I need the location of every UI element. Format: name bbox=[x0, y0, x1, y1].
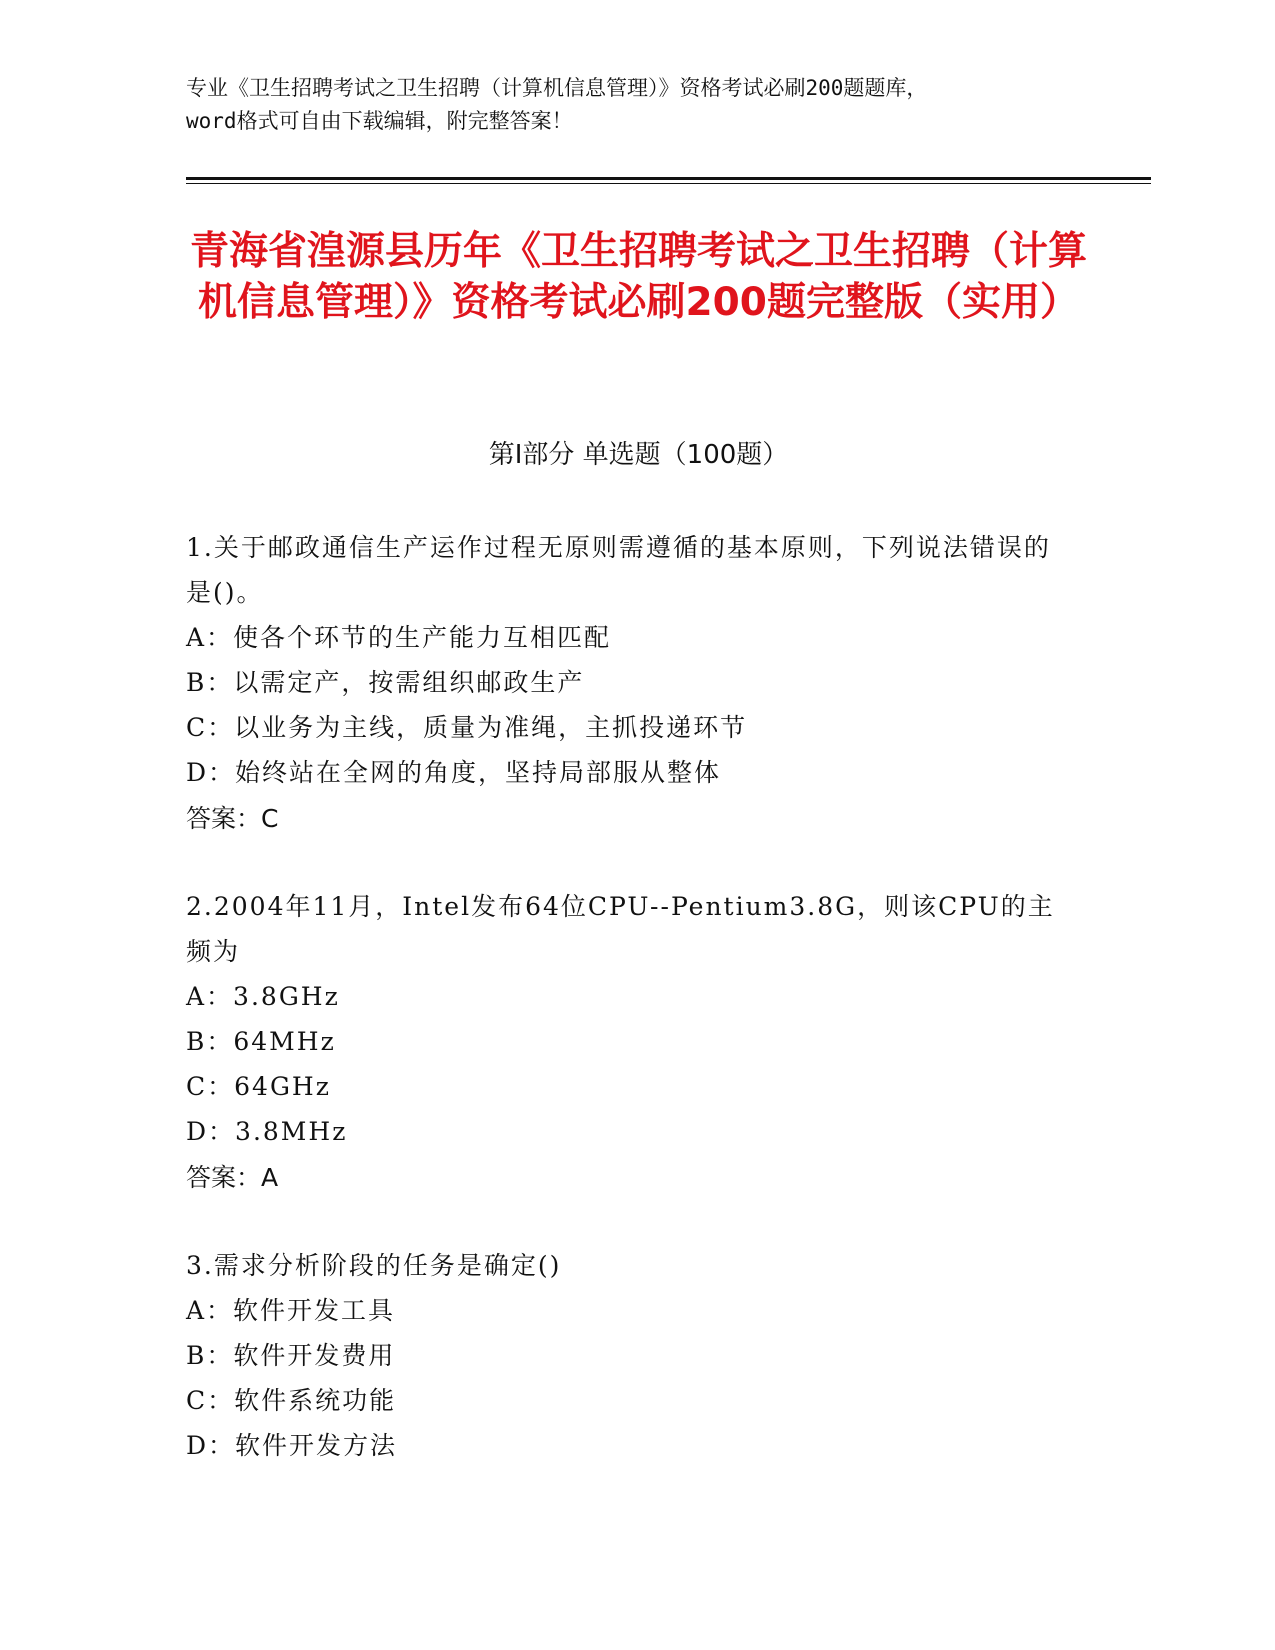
question-text: 1.关于邮政通信生产运作过程无原则需遵循的基本原则，下列说法错误的是()。 bbox=[186, 533, 1051, 607]
option-b: B：软件开发费用 bbox=[186, 1341, 396, 1370]
document-title: 青海省湟源县历年《卫生招聘考试之卫生招聘（计算机信息管理）》资格考试必刷200题完整版（实用） bbox=[189, 229, 1087, 325]
header-rule-thin bbox=[186, 183, 1151, 184]
option-d: D：3.8MHz bbox=[186, 1117, 348, 1146]
option-b: B：以需定产，按需组织邮政生产 bbox=[186, 668, 585, 697]
question-2 bbox=[186, 884, 1066, 1201]
option-c: C：以业务为主线，质量为准绳，主抓投递环节 bbox=[186, 713, 748, 742]
question-list bbox=[186, 525, 1066, 1510]
header-note bbox=[186, 72, 1086, 138]
header-note-line-2: word格式可自由下载编辑，附完整答案！ bbox=[186, 109, 573, 133]
answer: 答案：C bbox=[186, 804, 279, 833]
option-a: A：软件开发工具 bbox=[186, 1296, 396, 1325]
question-text: 3.需求分析阶段的任务是确定() bbox=[186, 1251, 562, 1280]
option-a: A：3.8GHz bbox=[186, 982, 340, 1011]
option-c: C：软件系统功能 bbox=[186, 1386, 397, 1415]
option-a: A：使各个环节的生产能力互相匹配 bbox=[186, 623, 612, 652]
option-d: D：始终站在全网的角度，坚持局部服从整体 bbox=[186, 758, 722, 787]
section-heading: 第Ⅰ部分 单选题（100题） bbox=[488, 440, 789, 470]
option-d: D：软件开发方法 bbox=[186, 1431, 398, 1460]
question-1 bbox=[186, 525, 1066, 842]
option-b: B：64MHz bbox=[186, 1027, 336, 1056]
question-text: 2.2004年11月，Intel发布64位CPU--Pentium3.8G，则该CPU的主频为 bbox=[186, 892, 1055, 966]
answer: 答案：A bbox=[186, 1163, 279, 1192]
header-rule-thick bbox=[186, 177, 1151, 180]
question-3 bbox=[186, 1243, 1066, 1468]
option-c: C：64GHz bbox=[186, 1072, 331, 1101]
header-note-line-1: 专业《卫生招聘考试之卫生招聘（计算机信息管理）》资格考试必刷200题题库， bbox=[186, 76, 928, 100]
